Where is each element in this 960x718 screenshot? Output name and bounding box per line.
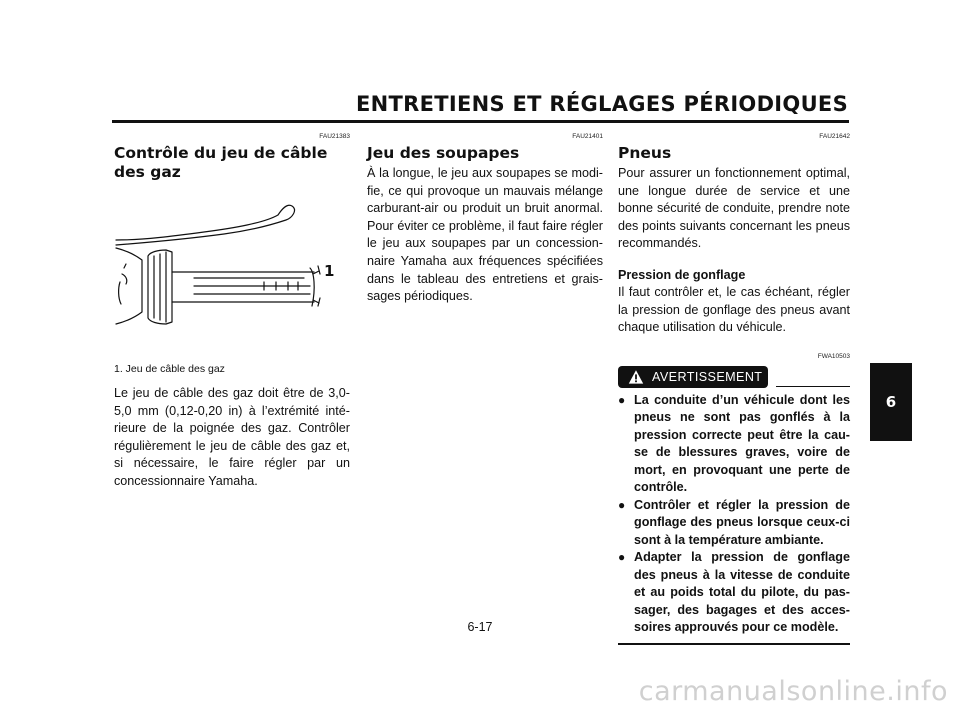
section-title: Contrôle du jeu de câble des gaz	[114, 144, 328, 181]
section-code: FAU21383	[319, 133, 350, 140]
section-valve-clearance	[367, 133, 603, 306]
page-number: 6-17	[467, 620, 493, 634]
warning-item	[618, 497, 850, 550]
warning-triangle-icon	[628, 369, 644, 385]
warning-bottom-rule	[618, 643, 850, 645]
figure-caption: 1. Jeu de câble des gaz	[114, 363, 225, 375]
watermark: carmanualsonline.info	[638, 676, 948, 707]
throttle-grip-figure	[114, 190, 350, 345]
bullet-icon: ●	[618, 550, 626, 565]
header-rule	[112, 120, 849, 123]
section-body: Le jeu de câble des gaz doit être de 3,0-5,0 mm (0,12-0,20 in) à l’extrémité inté-rieure de la poignée des gaz. Contrôler régulièrement le jeu de câble des gaz et, si nécessaire, le faire régler par un concessionnaire Yamaha.	[114, 386, 350, 488]
section-tires	[618, 133, 850, 645]
warning-header-rule	[776, 386, 850, 388]
section-title: Pneus	[618, 144, 672, 162]
warning-item-text: Contrôler et régler la pression de gonflage des pneus lorsque ceux-ci sont à la température ambiante.	[634, 497, 850, 547]
section-throttle-cable	[114, 133, 350, 491]
warning-label: AVERTISSEMENT	[652, 369, 763, 384]
section-code: FAU21401	[572, 133, 603, 140]
warning-header	[618, 366, 850, 388]
section-body: Pour assurer un fonctionnement optimal, une longue durée de service et une bonne sécurité de conduite, prendre note des points suivants concernant les pneus recommandés.	[618, 166, 850, 251]
bullet-icon: ●	[618, 392, 626, 407]
figure-callout-number: 1	[324, 262, 335, 280]
section-code: FAU21642	[819, 133, 850, 140]
subsection-title: Pression de gonflage	[618, 267, 746, 282]
subsection-body: Il faut contrôler et, le cas échéant, régler la pression de gonflage des pneus avant chaque utilisation du véhicule.	[618, 284, 850, 335]
warning-badge	[618, 366, 768, 388]
warning-item-text: La conduite d’un véhicule dont les pneus ne sont pas gonflés à la pression correcte peut être la cau-se de blessures graves, voire de mort, en provoquant une perte de contrôle.	[634, 392, 850, 495]
warning-item	[618, 392, 850, 497]
throttle-grip-illustration	[114, 190, 350, 345]
section-title: Jeu des soupapes	[367, 144, 520, 162]
warning-list	[618, 392, 850, 637]
section-body: À la longue, le jeu aux soupapes se modi-fie, ce qui provoque un mauvais mélange carburant-air ou produit un bruit anormal. Pour éviter ce problème, il faut faire régler le jeu aux soupapes par un concession-naire Yamaha aux fréquences spécifiées dans le tableau des entretiens et grais-sages périodiques.	[367, 166, 603, 304]
bullet-icon: ●	[618, 497, 626, 512]
warning-code: FWA10503	[817, 352, 850, 360]
page-header-title: ENTRETIENS ET RÉGLAGES PÉRIODIQUES	[355, 92, 848, 116]
warning-item-text: Adapter la pression de gonflage des pneus à la vitesse de conduite et au poids total du pilote, du pas-sager, des bagages et des acces-soires approuvés pour ce modèle.	[634, 550, 850, 635]
chapter-tab: 6	[870, 363, 912, 441]
